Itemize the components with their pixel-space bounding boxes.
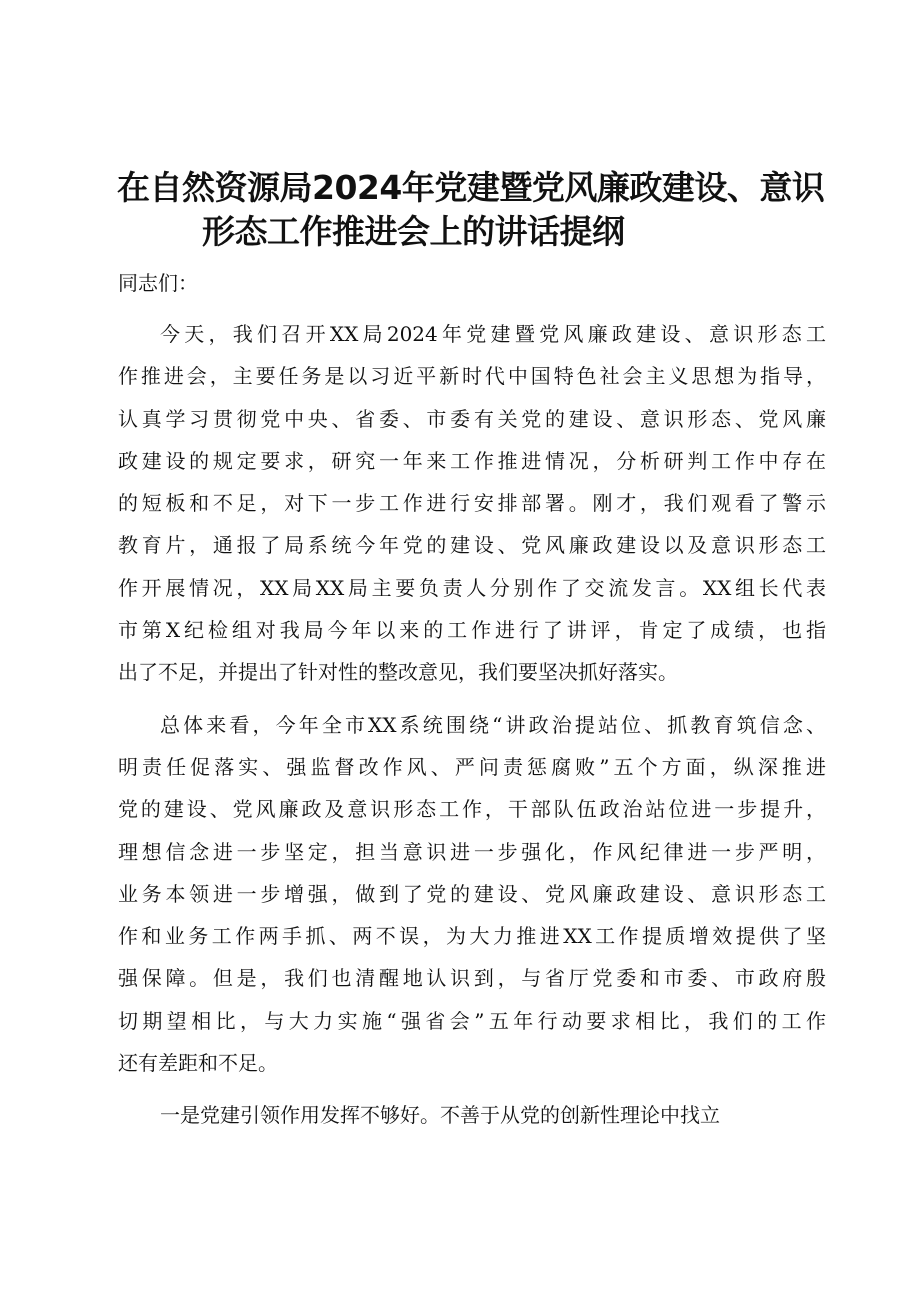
title-line: 在自然资源局2024年党建暨党风廉政建设、意识 (117, 168, 825, 207)
paragraph-line: 作推进会，主要任务是以习近平新时代中国特色社会主义思想为指导， (118, 364, 826, 389)
document-body (118, 313, 826, 1137)
paragraph-line: 认真学习贯彻党中央、省委、市委有关党的建设、意识形态、党风廉 (118, 406, 826, 431)
paragraph-line: 作和业务工作两手抓、两不误，为大力推进XX工作提质增效提供了坚 (118, 924, 826, 949)
document-title (100, 166, 825, 254)
paragraph-line: 教育片，通报了局系统今年党的建设、党风廉政建设以及意识形态工 (118, 533, 826, 558)
paragraph-line: 业务本领进一步增强，做到了党的建设、党风廉政建设、意识形态工 (118, 881, 826, 906)
paragraph-line: 总体来看，今年全市XX系统围绕“讲政治提站位、抓教育筑信念、 (160, 712, 826, 737)
paragraph-line: 今天，我们召开XX局2024年党建暨党风廉政建设、意识形态工 (160, 322, 826, 346)
paragraph-line: 政建设的规定要求，研究一年来工作推进情况，分析研判工作中存在 (118, 448, 826, 473)
salutation: 同志们： (118, 271, 198, 295)
paragraph-line: 切期望相比，与大力实施“强省会”五年行动要求相比，我们的工作 (118, 1008, 826, 1033)
paragraph-line: 理想信念进一步坚定，担当意识进一步强化，作风纪律进一步严明， (118, 839, 826, 864)
paragraph-line: 明责任促落实、强监督改作风、严问责惩腐败”五个方面，纵深推进 (118, 754, 826, 779)
paragraph (118, 1094, 826, 1136)
title-line: 形态工作推进会上的讲话提纲 (202, 212, 625, 251)
paragraph-line: 还有差距和不足。 (118, 1051, 278, 1076)
paragraph-line: 一是党建引领作用发挥不够好。不善于从党的创新性理论中找立 (160, 1103, 720, 1128)
paragraph-line: 党的建设、党风廉政及意识形态工作，干部队伍政治站位进一步提升， (118, 797, 826, 822)
paragraph-line: 作开展情况，XX局XX局主要负责人分别作了交流发言。XX组长代表 (118, 575, 826, 600)
paragraph (118, 704, 826, 1085)
paragraph-line: 市第X纪检组对我局今年以来的工作进行了讲评，肯定了成绩，也指 (118, 618, 826, 643)
paragraph (118, 313, 826, 694)
paragraph-line: 出了不足，并提出了针对性的整改意见，我们要坚决抓好落实。 (118, 660, 678, 685)
paragraph-line: 强保障。但是，我们也清醒地认识到，与省厅党委和市委、市政府殷 (118, 966, 826, 991)
paragraph-line: 的短板和不足，对下一步工作进行安排部署。刚才，我们观看了警示 (118, 491, 826, 516)
